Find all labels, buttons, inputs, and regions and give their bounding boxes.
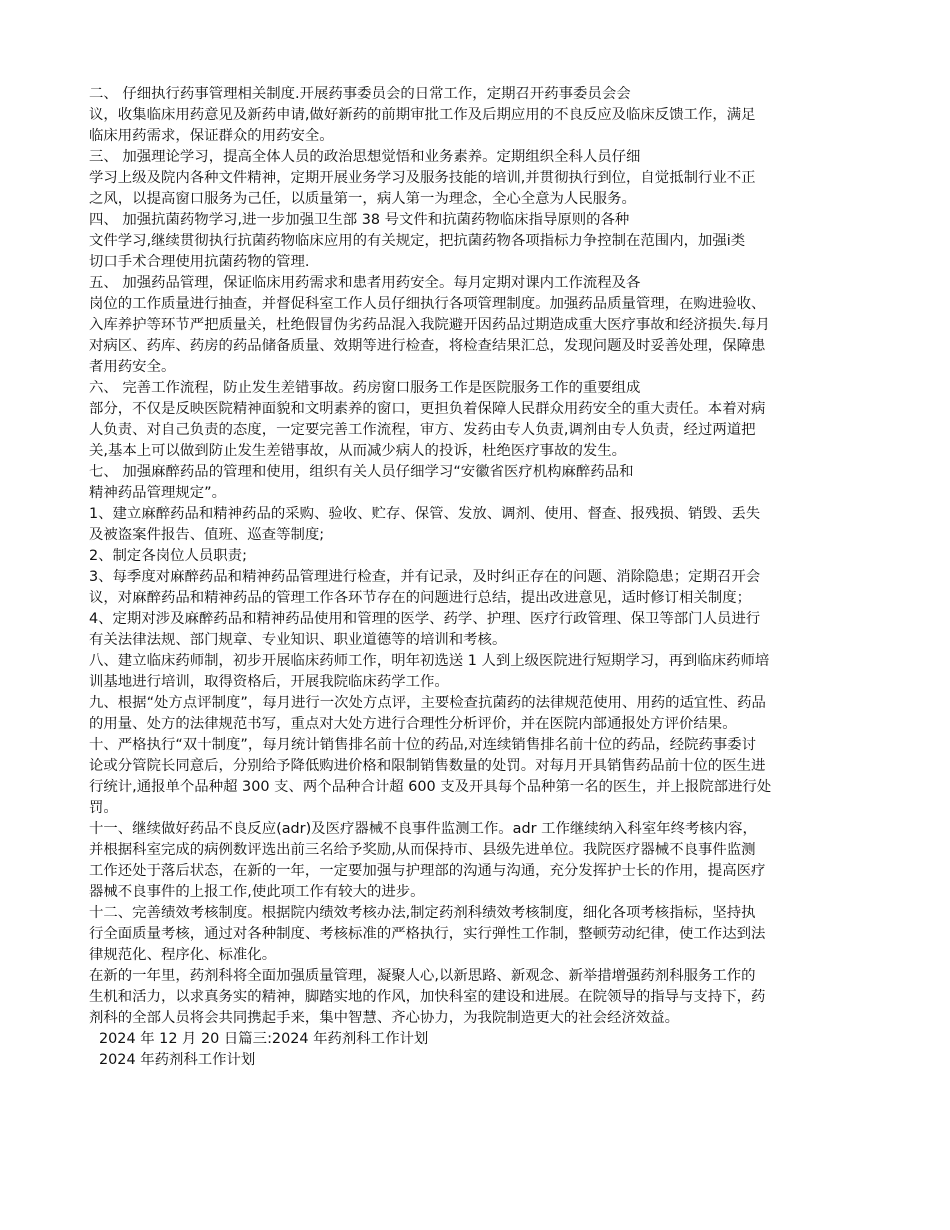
text-line: 训基地进行培训，取得资格后，开展我院临床药学工作。 xyxy=(89,674,449,690)
text-line: 人负责、对自己负责的态度，一定要完善工作流程，审方、发药由专人负责,调剂由专人负责，经过两道把 xyxy=(89,422,756,438)
text-line: 4、定期对涉及麻醉药品和精神药品使用和管理的医学、药学、护理、医疗行政管理、保卫等部门人员进行 xyxy=(89,611,761,627)
text-line: 四、 加强抗菌药物学习,进一步加强卫生部 38 号文件和抗菌药物临床指导原则的各种 xyxy=(89,212,630,228)
text-line: 器械不良事件的上报工作,使此项工作有较大的进步。 xyxy=(89,884,425,900)
text-line: 罚。 xyxy=(89,800,118,816)
text-line: 3、每季度对麻醉药品和精神药品管理进行检查，并有记录，及时纠正存在的问题、消除隐患；定期召开会 xyxy=(89,569,761,585)
text-line: 剂科的全部人员将会共同携起手来，集中智慧、齐心协力，为我院制造更大的社会经济效益。 xyxy=(89,1010,680,1026)
text-line: 十一、继续做好药品不良反应(adr)及医疗器械不良事件监测工作。adr 工作继续纳入科室年终考核内容， xyxy=(89,821,757,837)
text-line: 十二、完善绩效考核制度。根据院内绩效考核办法,制定药剂科绩效考核制度，细化各项考核指标，坚持执 xyxy=(89,905,756,921)
text-line: 对病区、药库、药房的药品储备质量、效期等进行检查，将检查结果汇总，发现问题及时妥善处理，保障患 xyxy=(89,338,766,354)
text-line: 及被盗案件报告、值班、巡查等制度; xyxy=(89,527,325,543)
text-line: 八、建立临床药师制，初步开展临床药师工作，明年初选送 1 人到上级医院进行短期学习，再到临床药师培 xyxy=(89,653,770,669)
text-line: 三、 加强理论学习，提高全体人员的政治思想觉悟和业务素养。定期组织全科人员仔细 xyxy=(89,149,641,165)
document-page xyxy=(89,84,865,1071)
text-line: 议，对麻醉药品和精神药品的管理工作各环节存在的问题进行总结，提出改进意见，适时修订相关制度； xyxy=(89,590,751,606)
text-line: 之风，以提高窗口服务为己任，以质量第一，病人第一为理念，全心全意为人民服务。 xyxy=(89,191,636,207)
text-line: 岗位的工作质量进行抽查，并督促科室工作人员仔细执行各项管理制度。加强药品质量管理，在购进验收、 xyxy=(89,296,766,312)
text-line: 议，收集临床用药意见及新药申请,做好新药的前期审批工作及后期应用的不良反应及临床反馈工作，满足 xyxy=(89,107,756,123)
text-line: 切口手术合理使用抗菌药物的管理. xyxy=(89,254,310,270)
text-line: 关,基本上可以做到防止发生差错事故，从而减少病人的投诉，杜绝医疗事故的发生。 xyxy=(89,443,627,459)
text-line: 并根据科室完成的病例数评选出前三名给予奖励,从而保持市、县级先进单位。我院医疗器械不良事件监测 xyxy=(89,842,756,858)
text-line: 精神药品管理规定”。 xyxy=(89,485,226,501)
text-line: 1、建立麻醉药品和精神药品的采购、验收、贮存、保管、发放、调剂、使用、督查、报残损、销毁、丢失 xyxy=(89,506,761,522)
text-line: 二、 仔细执行药事管理相关制度.开展药事委员会的日常工作，定期召开药事委员会会 xyxy=(89,86,631,102)
text-line: 论或分管院长同意后，分别给予降低购进价格和限制销售数量的处罚。对每月开具销售药品前十位的医生进 xyxy=(89,758,766,774)
text-line: 入库养护等环节严把质量关，杜绝假冒伪劣药品混入我院避开因药品过期造成重大医疗事故和经济损失.每月 xyxy=(89,317,770,333)
text-line: 七、 加强麻醉药品的管理和使用，组织有关人员仔细学习“安徽省医疗机构麻醉药品和 xyxy=(89,464,634,480)
text-line: 行全面质量考核，通过对各种制度、考核标准的严格执行，实行弹性工作制，整顿劳动纪律，使工作达到法 xyxy=(89,926,766,942)
text-line: 五、 加强药品管理，保证临床用药需求和患者用药安全。每月定期对课内工作流程及各 xyxy=(89,275,641,291)
text-line: 2、制定各岗位人员职责; xyxy=(89,548,247,564)
section-heading-line: 2024 年 12 月 20 日篇三:2024 年药剂科工作计划 xyxy=(99,1031,429,1047)
text-line: 律规范化、程序化、标准化。 xyxy=(89,947,277,963)
text-line: 学习上级及院内各种文件精神，定期开展业务学习及服务技能的培训,并贯彻执行到位，自觉抵制行业不正 xyxy=(89,170,756,186)
text-line: 九、根据“处方点评制度”，每月进行一次处方点评，主要检查抗菌药的法律规范使用、用药的适宜性、药品 xyxy=(89,695,766,711)
text-line: 生机和活力，以求真务实的精神，脚踏实地的作风，加快科室的建设和进展。在院领导的指导与支持下，药 xyxy=(89,989,766,1005)
text-line: 部分，不仅是反映医院精神面貌和文明素养的窗口，更担负着保障人民群众用药安全的重大责任。本着对病 xyxy=(89,401,766,417)
text-line: 的用量、处方的法律规范书写，重点对大处方进行合理性分析评价，并在医院内部通报处方评价结果。 xyxy=(89,716,737,732)
text-line: 在新的一年里，药剂科将全面加强质量管理，凝聚人心,以新思路、新观念、新举措增强药剂科服务工作的 xyxy=(89,968,756,984)
section-heading-line: 2024 年药剂科工作计划 xyxy=(99,1052,256,1068)
text-line: 者用药安全。 xyxy=(89,359,176,375)
text-line: 临床用药需求，保证群众的用药安全。 xyxy=(89,128,334,144)
text-line: 工作还处于落后状态，在新的一年，一定要加强与护理部的沟通与沟通，充分发挥护士长的作用，提高医疗 xyxy=(89,863,766,879)
text-line: 十、严格执行“双十制度”，每月统计销售排名前十位的药品,对连续销售排名前十位的药品，经院药事委讨 xyxy=(89,737,757,753)
text-line: 有关法律法规、部门规章、专业知识、职业道德等的培训和考核。 xyxy=(89,632,507,648)
text-line: 行统计,通报单个品种超 300 支、两个品种合计超 600 支及开具每个品种第一名的医生，并上报院部进行处 xyxy=(89,779,772,795)
text-line: 文件学习,继续贯彻执行抗菌药物临床应用的有关规定，把抗菌药物各项指标力争控制在范围内，加强ⅰ类 xyxy=(89,233,746,249)
text-line: 六、 完善工作流程，防止发生差错事故。药房窗口服务工作是医院服务工作的重要组成 xyxy=(89,380,641,396)
